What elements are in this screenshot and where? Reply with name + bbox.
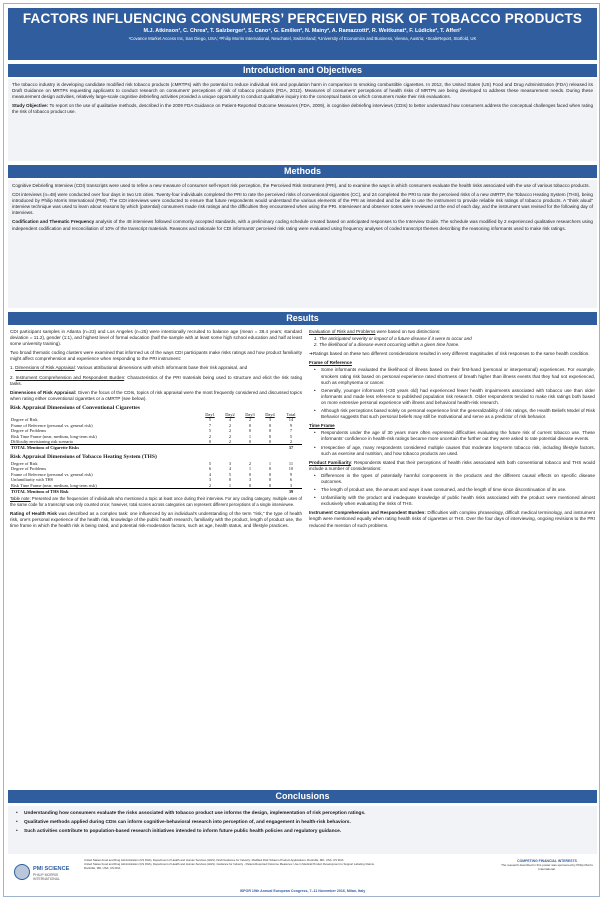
cc-total-label: TOTAL Mentions of Cigarette Risks xyxy=(10,445,280,451)
cc-cell: 2 xyxy=(228,433,232,439)
ths-cell: 1 xyxy=(228,482,232,488)
conclusions-list xyxy=(8,806,597,854)
ths-cell: 5 xyxy=(228,471,232,477)
familiarity-list xyxy=(317,473,595,507)
cc-cell: 2 xyxy=(289,439,293,445)
pmi-logo-mark-icon xyxy=(14,864,30,880)
cc-cell: 7 xyxy=(208,422,212,428)
cc-cell: 14 xyxy=(288,417,294,423)
evaluation-ratings: ➔Ratings based on these two different considerations resulted in very different magnitudes of risk responses to the same health condition. xyxy=(309,351,590,357)
author-list: M.J. Atkinson¹, C. Chrea², T. Salzberger³, S. Cano⁴, G. Emilien², N. Mainy², A. Ramazzotti², R. Weitkunat², F. Lüdicke², T. Afferi¹ xyxy=(143,28,462,34)
cc-cell: 2 xyxy=(228,422,232,428)
cc-cell: 5 xyxy=(289,433,293,439)
conclusions-heading: Conclusions xyxy=(8,790,597,803)
cc-cell: 0 xyxy=(248,422,252,428)
competing-interests-heading: COMPETING FINANCIAL INTERESTS xyxy=(517,859,577,863)
ths-cell: 5 xyxy=(208,460,212,466)
cluster-item-2-number: 2. xyxy=(10,374,14,380)
ths-cell: 6 xyxy=(289,477,293,483)
cc-total-row xyxy=(10,445,302,451)
cc-cell: 0 xyxy=(268,439,272,445)
ths-cell: 10 xyxy=(288,466,294,472)
ths-cell: 3 xyxy=(248,477,252,483)
cc-cell: 2 xyxy=(228,439,232,445)
ths-row-label: Frame of Reference (personal vs. general risk) xyxy=(11,471,93,477)
ths-cell: 3 xyxy=(228,460,232,466)
objective-text: To report on the use of qualitative methods, described in the 2009 FDA Guidance on Patient-Reported Outcome Measures (FDA, 2009), in cognitive debriefing interviews (CDIs) to better understand how consumers address the conceptual challenges faced when rating the risk of tobacco product use. xyxy=(12,103,593,115)
cc-cell: 0 xyxy=(268,433,272,439)
evaluation-item: 2. The likelihood of a disease event occurring within a given time frame. xyxy=(319,342,595,348)
ths-total-label: TOTAL Mentions of THS Risk xyxy=(10,489,280,495)
conclusion-item: • Such activities contribute to population-based research initiatives intended to inform future public health policies and regulatory guidance. xyxy=(16,827,589,836)
cluster-item-2 xyxy=(10,375,302,387)
frame-item: • Some informants evaluated the likelihood of illness based on their first-hand (personal or interpersonal) experiences. For example, smokers rating risk based on personal experience rated shortness of breath higher than illness events that they had not experienced, such as emphysema or cancer. xyxy=(317,367,595,385)
coding-clusters-paragraph: Two broad thematic coding clusters were examined that informed us of the ways CDI participants make risks ratings and how product familiarity might affect comprehension and experience when responding to the PRI instrument: xyxy=(10,350,302,362)
familiarity-label: Product Familiarity xyxy=(309,459,352,465)
cc-header-day4: Day4 xyxy=(265,412,275,418)
rating-label: Rating of Health Risk xyxy=(10,510,57,516)
ths-cell: 0 xyxy=(268,477,272,483)
reference-3: Rockville, MD, USA: US FDA. xyxy=(84,865,121,870)
footer xyxy=(8,856,597,896)
objective-label: Study Objective: xyxy=(12,103,49,109)
cc-row-label: Difficulty envisioning risk scenario xyxy=(11,439,74,445)
cc-table xyxy=(10,412,302,451)
evaluation-text: were based on two distinctions: xyxy=(376,329,441,334)
cc-cell: 5 xyxy=(208,428,212,434)
ths-cell: 0 xyxy=(248,482,252,488)
ths-cell: 1 xyxy=(268,460,272,466)
ths-row-label: Risk Time Frame (near, medium, long-term risk) xyxy=(11,482,97,488)
ths-cell: 3 xyxy=(289,482,293,488)
results-right-column xyxy=(309,329,595,801)
ths-total-value: 39 xyxy=(280,489,302,495)
cc-table-title: Risk Appraisal Dimensions of Conventional Cigarettes xyxy=(10,404,140,411)
cc-row-label: Degree of Problems xyxy=(11,428,47,434)
study-objective xyxy=(12,103,593,115)
ths-cell: 1 xyxy=(248,466,252,472)
reference-2: United States Food and Drug Administration (US FDA), Department of Health and Human Services (HHS). Guidance for Industry - Patient-Reported Outcome Measures: Use in Medical Product Development to Support Labeling Claims. xyxy=(84,861,375,866)
conclusion-item: • Understanding how consumers evaluate the risks associated with tobacco product use informs the design, implementation of risk perception ratings. xyxy=(16,809,589,818)
cc-cell: 4 xyxy=(228,417,232,423)
codification-text: analysis of the 48 interviews followed commonly accepted standards, with a preliminary coding schedule created based on anticipated responses to the Interview Guide. The schedule was modified by 2 experienced qualitative researchers using independent codification and reconciliation of 10% of the transcript materials. Reasons and rationale for CDI informants’ perceived risk rating were evaluated using frequency analyses of coded transcript themes describing the reasoning informants used to make risk ratings. xyxy=(12,219,593,231)
frame-heading: Frame of Reference xyxy=(309,360,352,366)
participants-paragraph: CDI participant samples in Atlanta (n=23) and Los Angeles (n=25) were intentionally recruited to balance age (mean = 38.4 years; standard deviation = 11.2), gender (1:1), and highest level of formal education (half the sample with at least some high school education and half at least some university training). xyxy=(10,329,302,347)
table-note-text: Presented are the frequencies of individuals who mentioned a topic at least once during their interview. For any coding category, multiple uses of the same code for a transcript was only counted once; however, total scores across categories can represent different perceptions of a single interviewee. xyxy=(10,496,302,507)
evaluation-paragraph xyxy=(309,329,595,335)
cc-row-label: Degree of Risk xyxy=(11,417,38,423)
frame-item: • Generally, younger informants (<30 years old) had experienced fewer health impairments associated with tobacco use than older informants and made less reference to published population risk research. Older respondents tended to make risk ratings both based on more extensive personal experience with illness and behavioral health-risk research. xyxy=(317,388,595,406)
ths-cell: 9 xyxy=(289,471,293,477)
cc-cell: 3 xyxy=(268,417,272,423)
cc-cell: 2 xyxy=(248,417,252,423)
burden-text: Difficulties with complex phraseology, difficult medical terminology, and instrument length were mentioned equally when rating health risks of cigarettes or THS. Over the four days of interviewing, ongoing revisions to the PRI reduced the mention of such problems. xyxy=(309,510,595,528)
ths-table-title: Risk Appraisal Dimensions of Tobacco Heating System (THS) xyxy=(10,453,157,460)
poster xyxy=(3,3,600,897)
familiarity-item: • Differences in the types of potentially harmful components in the products and the different causal effects on specific disease outcomes. xyxy=(317,473,595,485)
cc-cell: 2 xyxy=(208,433,212,439)
cc-header-day1: Day1 xyxy=(205,412,215,418)
intro-heading: Introduction and Objectives xyxy=(8,64,597,77)
logo-tagline: PHILIP MORRIS INTERNATIONAL xyxy=(33,873,60,881)
cc-cell: 0 xyxy=(248,428,252,434)
burden-paragraph xyxy=(309,510,595,528)
cluster-item-2-text: : Characteristics of the PRI materials being used to structure and elicit the risk rating tasks. xyxy=(10,374,302,386)
table-note xyxy=(10,496,302,506)
ths-cell: 4 xyxy=(228,466,232,472)
ths-row-label: Degree of Problems xyxy=(11,466,47,472)
ths-cell: 4 xyxy=(208,471,212,477)
ths-cell: 2 xyxy=(248,460,252,466)
cluster-item-1-label: Dimensions of Risk Appraisal xyxy=(15,365,75,371)
risk-appraisal-paragraph xyxy=(10,390,302,402)
ths-total-row xyxy=(10,489,302,495)
ths-table-body xyxy=(10,461,302,494)
pmi-science-logo xyxy=(14,862,70,886)
logo-name: PMI SCIENCE xyxy=(33,866,70,872)
cluster-item-1-text: : Various attributional dimensions with which informants base their risk appraisal, and xyxy=(74,365,248,371)
time-frame-item: • Irrespective of age, many respondents considered multiple causes that moderate long-term tobacco risk, including lifestyle factors, such as exercise and nutrition, and how tobacco products are used. xyxy=(317,445,595,457)
risk-appraisal-text: Given the focus of the CDIs, topics of risk appraisal were the most frequently considered and discussed topics when rating either conventional cigarettes or a cMRTP (see below). xyxy=(10,389,303,401)
evaluation-item: 1. The anticipated severity or impact of a future disease if it were to occur and xyxy=(319,336,595,342)
title-banner xyxy=(8,8,597,60)
ths-row-label: Degree of Risk xyxy=(11,460,38,466)
ths-cell: 0 xyxy=(268,466,272,472)
intro-panel xyxy=(8,79,597,161)
cluster-item-1-number: 1. xyxy=(10,365,14,371)
frame-item: • Although risk perceptions based solely on personal experience limit the generalizability of risk ratings, the Health Beliefs Model of Risk Behavior suggests that such personal beliefs may still be motivational and serve as a predictor of risk behavior. xyxy=(317,408,595,420)
cc-header-day2: Day2 xyxy=(225,412,235,418)
cc-cell: 1 xyxy=(248,433,252,439)
evaluation-list xyxy=(319,336,595,348)
references xyxy=(84,859,504,870)
burden-label: Instrument Comprehension and Respondent Burden: xyxy=(309,510,426,516)
familiarity-paragraph xyxy=(309,460,595,472)
methods-paragraph-1: Cognitive Debriefing Interview (CDI) transcripts were used to refine a new measure of consumer self-report risk perception, the Perceived Risk Instrument (PRI), and to examine the ways in which consumers evaluate the health risks associated with the use of various tobacco products. xyxy=(12,183,590,188)
ths-cell: 2 xyxy=(208,482,212,488)
risk-appraisal-label: Dimensions of Risk Appraisal: xyxy=(10,389,77,395)
methods-paragraph-2: CDI interviews (n=48) were conducted over four days in two US cities. Twenty-four individuals completed the PRI to rate the perceived risks of conventional cigarettes (CC), and 24 completed the PRI to rate the perceived risks of a new cMRTP, the Tobacco Heating System (THS), being introduced by Philip Morris International (PMI). The CDI interviews were conducted to ensure that future respondents would understand the various elements of the PRI as intended and be able to use the instrument to provide reliable risk ratings of tobacco products. A “think aloud” interview technique was used to learn about reasons by which (potential) consumers made risk ratings and the difficulties they encountered when using the PRI. Interviewer and observer notes were reviewed at the end of each day, and the instrument was revised for the following day of interviews. xyxy=(12,192,593,216)
cc-header-day3: Day3 xyxy=(245,412,255,418)
cc-table-body xyxy=(10,417,302,450)
cc-cell: 0 xyxy=(248,439,252,445)
conclusion-item: • Qualitative methods applied during CDIs can inform cognitive-behavioral research into perception of, and engagement in health-risk behaviors. xyxy=(16,818,589,827)
table-note-label: Table note: xyxy=(10,496,31,502)
cc-cell: 5 xyxy=(208,417,212,423)
cc-cell: 0 xyxy=(268,422,272,428)
results-left-column xyxy=(10,329,302,801)
competing-interests xyxy=(501,859,593,871)
familiarity-text: : Respondents stated that their perceptions of health risks associated with both conventional tobacco and THS would include a number of considerations: xyxy=(309,459,596,471)
ths-table xyxy=(10,461,302,494)
results-heading: Results xyxy=(8,312,597,325)
time-frame-item: • Respondents under the age of 30 years more often expressed difficulties evaluating the future risk of current tobacco use. These informants’ confidence in health-risk ratings became more uncertain the further out they were asked to rate potential disease events. xyxy=(317,430,595,442)
cc-cell: 0 xyxy=(268,428,272,434)
evaluation-label: Evaluation of Risk and Problems xyxy=(309,329,376,334)
cc-total-value: 37 xyxy=(280,445,302,451)
methods-panel xyxy=(8,180,597,308)
cluster-item-2-label: Instrument Comprehension and Respondent Burden xyxy=(15,374,125,380)
time-frame-list xyxy=(317,430,595,456)
familiarity-item: • The length of product use, the amount and ways it was consumed, and the length of time since discontinuation of its use. xyxy=(317,487,595,493)
competing-interests-text: The research described in this poster was sponsored by Philip Morris International. xyxy=(501,863,593,871)
conference-line: ISPOR 19th Annual European Congress, 7–11 November 2016, Milan, Italy xyxy=(239,889,366,893)
cluster-item-1 xyxy=(10,365,302,371)
methods-paragraph-3 xyxy=(12,219,593,231)
ths-cell: 0 xyxy=(248,471,252,477)
intro-paragraph: The tobacco industry is developing candidate modified risk tobacco products (cMRTPs) with the potential to reduce individual risk and population harm in comparison to smoking combustible cigarettes. In 2012, the United States (US) Food and Drug Administration (FDA) released its Draft Guidance on MRTPs requesting applicants to conduct research on consumers’ perceptions of risk of tobacco products (FDA, 2012). Measures of consumers’ perceptions of health risks of MRTPs are being developed to address these measurement needs. During these measurement design activities, relatively large-scale cognitive debriefing activities provided a unique opportunity to conduct qualitative inquiry into the conceptual basis on which consumers make their risk evaluations. xyxy=(12,82,593,100)
ths-cell: 6 xyxy=(208,466,212,472)
cc-cell: 9 xyxy=(289,422,293,428)
cc-cell: 2 xyxy=(228,428,232,434)
cc-row-label: Frame of Reference (personal vs. general risk) xyxy=(11,422,93,428)
ths-cell: 0 xyxy=(228,477,232,483)
reference-1: United States Food and Drug Administration (US FDA), Department of Health and Human Services (HHS). Draft Guidance for Industry: Modified Risk Tobacco Product Applications. Rockville, MD, USA: US FDA. xyxy=(84,858,345,862)
affiliation-list: ¹Covance Market Access Inc, San Diego, USA; ²Philip Morris International, Neuchatel, Switzerland; ³University of Economics and Business, Vienna, Austria; ⁴ScaleReport, Stotfold, UK xyxy=(128,36,477,41)
poster-title: FACTORS INFLUENCING CONSUMERS’ PERCEIVED RISK OF TOBACCO PRODUCTS xyxy=(22,11,583,26)
ths-cell: 0 xyxy=(268,482,272,488)
codification-label: Codification and Thematic Frequency xyxy=(12,219,95,225)
cc-header-total: Total xyxy=(286,412,296,418)
ths-cell: 3 xyxy=(208,477,212,483)
cc-cell: 0 xyxy=(208,439,212,445)
frame-list xyxy=(317,367,595,420)
cc-cell: 7 xyxy=(289,428,293,434)
familiarity-item: • Unfamiliarity with the product and inadequate knowledge of public health risks associated with the product were mentioned almost exclusively when evaluating the risks of THS. xyxy=(317,495,595,507)
rating-paragraph xyxy=(10,511,302,529)
time-frame-heading: Time Frame xyxy=(309,423,335,429)
rating-text: was described as a complex task: one influenced by an individual’s understanding of the term “risk,” the type of health risk, one’s personal experience of the health risk, knowledge of the public health research, familiarity with the product, length of product use, the time frame in which the health risk is being rated, and potential risk-moderation factors, such as age, health status, and lifestyle practices. xyxy=(10,510,303,528)
ths-cell: 0 xyxy=(268,471,272,477)
cc-row-label: Risk Time Frame (near, medium, long-term risk) xyxy=(11,433,97,439)
methods-heading: Methods xyxy=(8,165,597,178)
ths-cell: 11 xyxy=(288,460,294,466)
ths-row-label: Unfamiliarity with THS xyxy=(11,477,54,483)
